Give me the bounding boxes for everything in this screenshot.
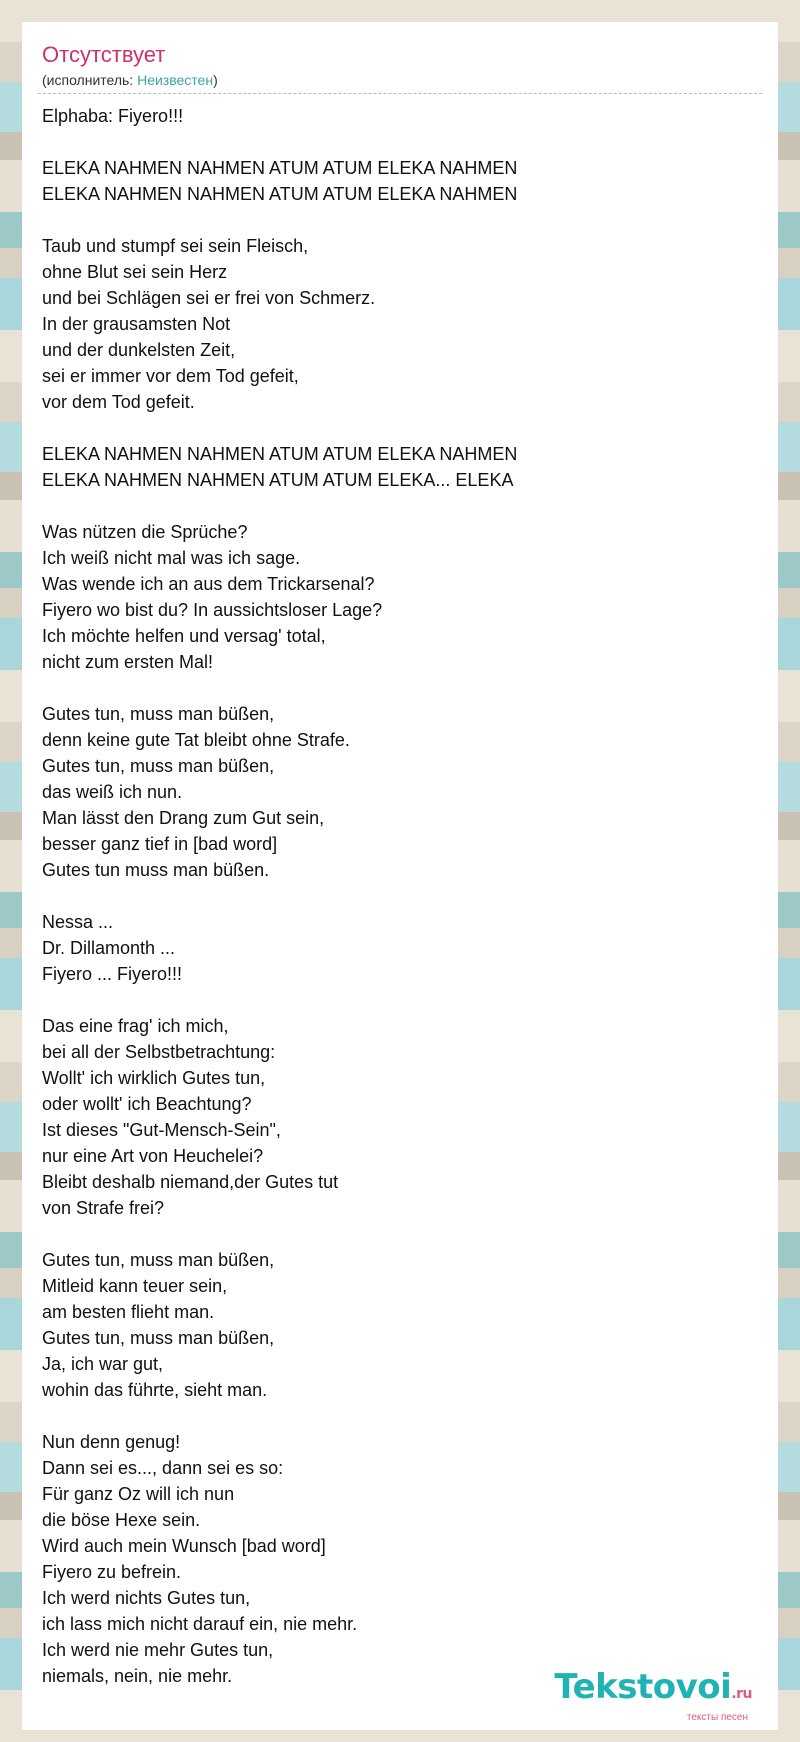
artist-prefix: (исполнитель: (42, 72, 138, 88)
lyric-line: Ja, ich war gut, (42, 1354, 164, 1374)
lyric-line: bei all der Selbstbetrachtung: (42, 1042, 276, 1062)
lyric-line: niemals, nein, nie mehr. (42, 1666, 233, 1686)
lyric-line (42, 415, 758, 441)
lyric-line: oder wollt' ich Beachtung? (42, 1094, 252, 1114)
lyric-line: denn keine gute Tat bleibt ohne Strafe. (42, 730, 350, 750)
artist-line (42, 70, 758, 90)
lyric-line: die böse Hexe sein. (42, 1510, 201, 1530)
lyric-line (42, 675, 758, 701)
lyric-line: ELEKA NAHMEN NAHMEN ATUM ATUM ELEKA NAHMEN (42, 184, 518, 204)
lyric-line: und der dunkelsten Zeit, (42, 340, 236, 360)
lyric-line (42, 207, 758, 233)
lyric-line (42, 1403, 758, 1429)
lyric-line: Dr. Dillamonth ... (42, 938, 176, 958)
lyric-line: ELEKA NAHMEN NAHMEN ATUM ATUM ELEKA... ELEKA (42, 470, 514, 490)
lyric-line: Für ganz Oz will ich nun (42, 1484, 235, 1504)
lyric-line: am besten flieht man. (42, 1302, 215, 1322)
lyric-line: Nun denn genug! (42, 1432, 181, 1452)
lyric-line: Nessa ... (42, 912, 114, 932)
lyric-line: Wird auch mein Wunsch [bad word] (42, 1536, 326, 1556)
lyric-line: ELEKA NAHMEN NAHMEN ATUM ATUM ELEKA NAHMEN (42, 444, 518, 464)
lyric-line: Gutes tun, muss man büßen, (42, 704, 275, 724)
artist-suffix: ) (213, 72, 218, 88)
lyric-line: ELEKA NAHMEN NAHMEN ATUM ATUM ELEKA NAHMEN (42, 158, 518, 178)
lyric-line: Elphaba: Fiyero!!! (42, 106, 184, 126)
lyric-line: sei er immer vor dem Tod gefeit, (42, 366, 299, 386)
lyric-line: Taub und stumpf sei sein Fleisch, (42, 236, 309, 256)
artist-link[interactable]: Неизвестен (137, 72, 214, 88)
lyric-line: Gutes tun, muss man büßen, (42, 1328, 275, 1348)
lyric-line: In der grausamsten Not (42, 314, 231, 334)
lyric-line: Was wende ich an aus dem Trickarsenal? (42, 574, 375, 594)
lyric-line (42, 129, 758, 155)
lyric-line: Fiyero wo bist du? In aussichtsloser Lage? (42, 600, 383, 620)
lyric-line: Fiyero zu befrein. (42, 1562, 182, 1582)
lyric-line: Gutes tun muss man büßen. (42, 860, 270, 880)
lyric-line: Das eine frag' ich mich, (42, 1016, 229, 1036)
song-title: Отсутствует (42, 42, 166, 67)
logo-name: Tekstovoi (554, 1667, 732, 1707)
site-logo[interactable] (554, 1669, 752, 1724)
lyric-line: Ich weiß nicht mal was ich sage. (42, 548, 301, 568)
lyric-line: Ich werd nie mehr Gutes tun, (42, 1640, 274, 1660)
lyric-line: Gutes tun, muss man büßen, (42, 1250, 275, 1270)
lyric-line: nicht zum ersten Mal! (42, 652, 214, 672)
lyric-line: Ich möchte helfen und versag' total, (42, 626, 326, 646)
lyrics-card (22, 22, 778, 1730)
lyric-line: Mitleid kann teuer sein, (42, 1276, 228, 1296)
lyric-line (42, 493, 758, 519)
lyric-line: Bleibt deshalb niemand,der Gutes tut (42, 1172, 339, 1192)
lyric-line (42, 883, 758, 909)
lyric-line: vor dem Tod gefeit. (42, 392, 195, 412)
logo-tld: .ru (731, 1686, 752, 1702)
lyric-line: das weiß ich nun. (42, 782, 183, 802)
song-header (42, 42, 758, 90)
lyric-line: besser ganz tief in [bad word] (42, 834, 278, 854)
lyric-line: ohne Blut sei sein Herz (42, 262, 228, 282)
lyrics-text (42, 103, 758, 1689)
lyric-line: und bei Schlägen sei er frei von Schmerz. (42, 288, 376, 308)
lyric-line (42, 1221, 758, 1247)
logo-wordmark (554, 1669, 752, 1712)
lyric-line: Wollt' ich wirklich Gutes tun, (42, 1068, 266, 1088)
lyric-line: Fiyero ... Fiyero!!! (42, 964, 183, 984)
lyric-line: Dann sei es..., dann sei es so: (42, 1458, 284, 1478)
lyric-line (42, 987, 758, 1013)
lyric-line: Gutes tun, muss man büßen, (42, 756, 275, 776)
header-divider (38, 93, 762, 94)
lyric-line: wohin das führte, sieht man. (42, 1380, 268, 1400)
lyric-line: nur eine Art von Heuchelei? (42, 1146, 264, 1166)
lyric-line: von Strafe frei? (42, 1198, 165, 1218)
lyric-line: Ich werd nichts Gutes tun, (42, 1588, 251, 1608)
lyric-line: Ist dieses "Gut-Mensch-Sein", (42, 1120, 281, 1140)
logo-tagline: тексты песен (686, 1712, 748, 1723)
lyric-line: Man lässt den Drang zum Gut sein, (42, 808, 325, 828)
lyric-line: Was nützen die Sprüche? (42, 522, 248, 542)
lyric-line: ich lass mich nicht darauf ein, nie mehr. (42, 1614, 358, 1634)
